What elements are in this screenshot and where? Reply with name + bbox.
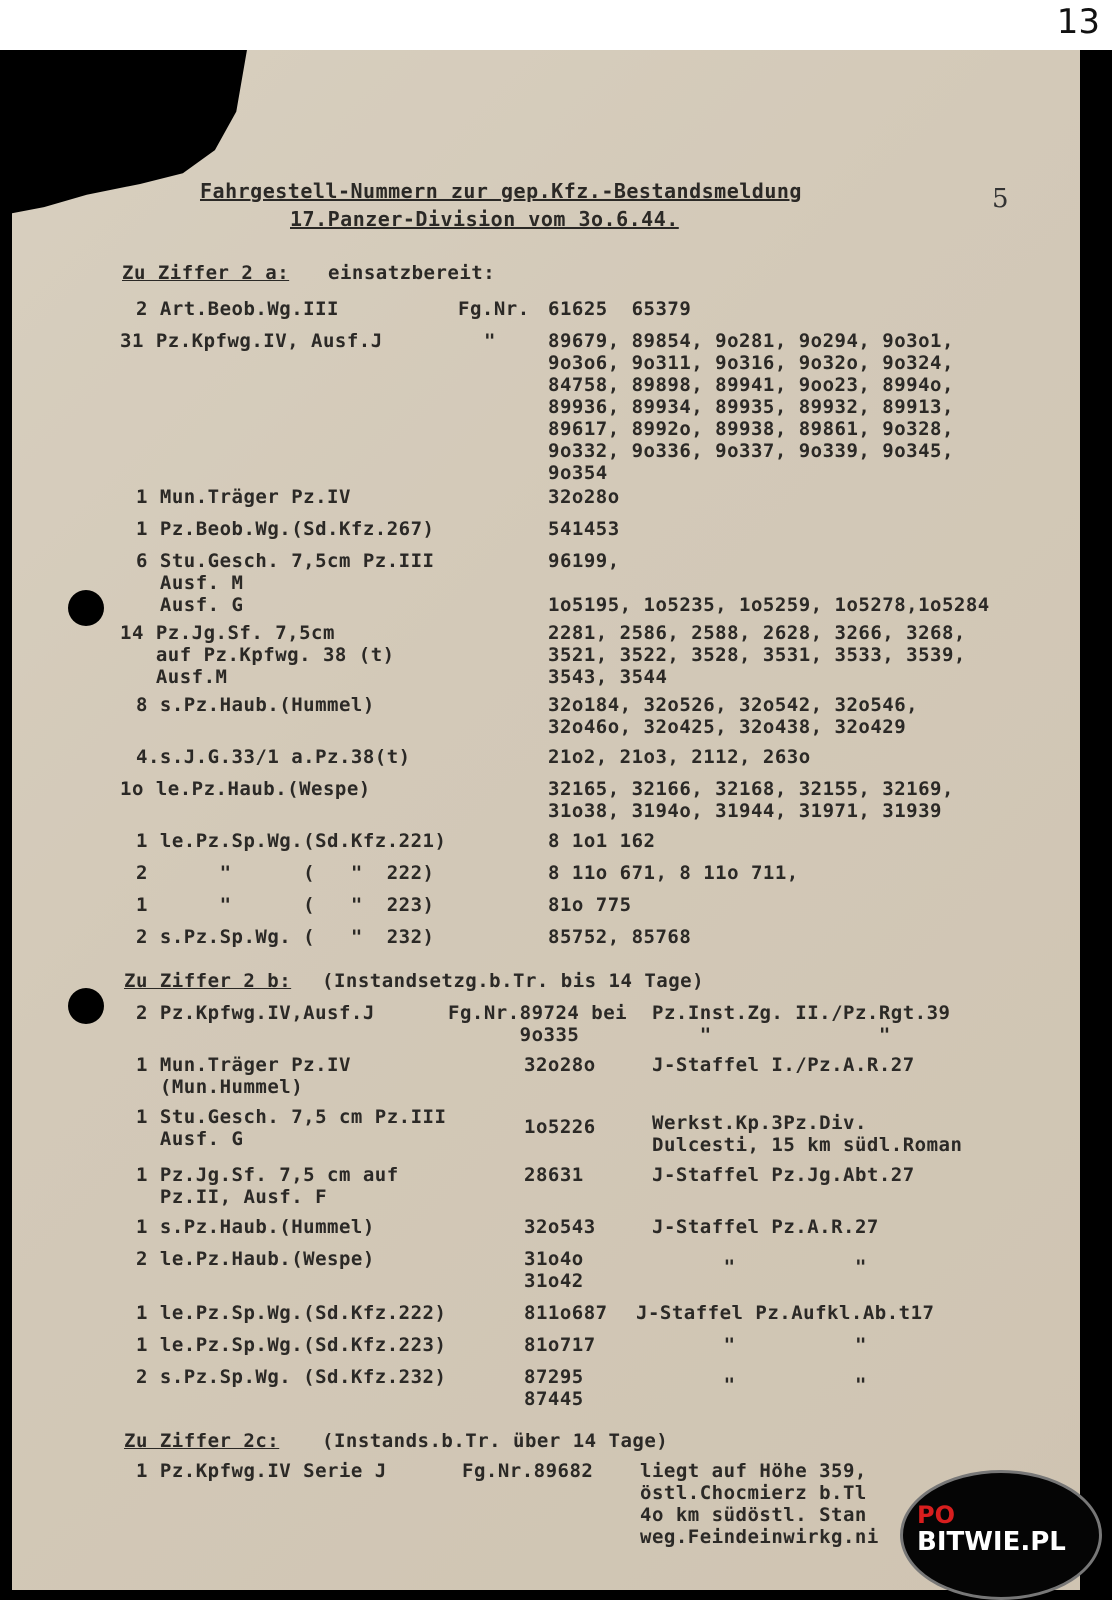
table-cell: 2281, 2586, 2588, 2628, 3266, 3268, 3521, 3522, 3528, 3531, 3533, 3539, 3543, 3544 [548,622,966,688]
table-row: 8 s.Pz.Haub.(Hummel) [136,694,375,716]
punch-hole [68,590,104,626]
table-cell: J-Staffel Pz.Jg.Abt.27 [652,1164,915,1186]
table-row: 2 Pz.Kpfwg.IV,Ausf.J [136,1002,375,1024]
table-cell: J-Staffel Pz.Aufkl.Ab.t17 [636,1302,935,1324]
table-cell: 21o2, 21o3, 2112, 263o [548,746,811,768]
table-cell: 811o687 [524,1302,608,1324]
table-cell: 1o5226 [524,1116,596,1138]
table-cell: 32o28o [524,1054,596,1076]
table-cell: 81o 775 [548,894,632,916]
table-cell: 541453 [548,518,620,540]
table-cell: J-Staffel I./Pz.A.R.27 [652,1054,915,1076]
page-number: 13 [1056,2,1100,42]
table-cell: Fg.Nr.89682 [462,1460,594,1482]
table-cell: " [484,330,496,352]
table-cell: 8 11o 671, 8 11o 711, [548,862,799,884]
table-row: 1 Pz.Jg.Sf. 7,5 cm auf Pz.II, Ausf. F [136,1164,399,1208]
table-row: 1 Pz.Kpfwg.IV Serie J [136,1460,387,1482]
section-a-heading: Zu Ziffer 2 a: [122,262,290,284]
watermark-logo [900,1470,1102,1600]
top-bar [0,0,1112,50]
table-cell: 85752, 85768 [548,926,692,948]
table-cell: Pz.Inst.Zg. II./Pz.Rgt.39 " " [652,1002,951,1046]
table-row: 1 Pz.Beob.Wg.(Sd.Kfz.267) [136,518,435,540]
table-cell: Fg.Nr. [458,298,530,320]
table-row: 4.s.J.G.33/1 a.Pz.38(t) [136,746,411,768]
table-cell: 61625 65379 [548,298,692,320]
punch-hole [68,988,104,1024]
table-row: 1 s.Pz.Haub.(Hummel) [136,1216,375,1238]
table-cell: 28631 [524,1164,584,1186]
table-cell: 87295 87445 [524,1366,584,1410]
table-row: 14 Pz.Jg.Sf. 7,5cm auf Pz.Kpfwg. 38 (t) Ausf.M [120,622,395,688]
title-line-2: 17.Panzer-Division vom 3o.6.44. [290,207,679,231]
table-cell: " " [652,1374,867,1396]
table-cell: 96199, 1o5195, 1o5235, 1o5259, 1o5278,1o5284 [548,550,990,616]
table-cell: Fg.Nr.89724 bei 9o335 [448,1002,628,1046]
table-cell: Werkst.Kp.3Pz.Div. Dulcesti, 15 km südl.Roman [652,1112,963,1156]
table-cell: " " [652,1334,867,1356]
title-line-1: Fahrgestell-Nummern zur gep.Kfz.-Bestandsmeldung [200,179,802,203]
table-row: 1 Stu.Gesch. 7,5 cm Pz.III Ausf. G [136,1106,447,1150]
table-cell: 81o717 [524,1334,596,1356]
table-cell: 32o184, 32o526, 32o542, 32o546, 32o46o, 32o425, 32o438, 32o429 [548,694,919,738]
table-row: 1 Mun.Träger Pz.IV (Mun.Hummel) [136,1054,351,1098]
table-row: 1 Mun.Träger Pz.IV [136,486,351,508]
table-row: 1o le.Pz.Haub.(Wespe) [120,778,371,800]
table-row: 2 s.Pz.Sp.Wg. (Sd.Kfz.232) [136,1366,447,1388]
table-cell: 89679, 89854, 9o281, 9o294, 9o3o1, 9o3o6, 9o311, 9o316, 9o32o, 9o324, 84758, 89898, 89941, 9oo23, 8994o, 89936, 89934, 89935, 89932, 89913, 89617, 8992o, 89938, 89861, 9o328, 9o332, 9o336, 9o337, 9o339, 9o345, 9o354 [548,330,954,484]
table-row: 2 " ( " 222) [136,862,435,884]
table-cell: 8 1o1 162 [548,830,656,852]
table-row: 31 Pz.Kpfwg.IV, Ausf.J [120,330,383,352]
table-cell: 32o543 [524,1216,596,1238]
table-cell: " " [652,1256,867,1278]
logo-text-po: PO [917,1501,955,1529]
table-row: 6 Stu.Gesch. 7,5cm Pz.III Ausf. M Ausf. G [136,550,435,616]
table-cell: 31o4o 31o42 [524,1248,584,1292]
table-row: 1 le.Pz.Sp.Wg.(Sd.Kfz.221) [136,830,447,852]
table-row: 2 s.Pz.Sp.Wg. ( " 232) [136,926,435,948]
table-cell: 32165, 32166, 32168, 32155, 32169, 31o38, 3194o, 31944, 31971, 31939 [548,778,954,822]
table-row: 2 le.Pz.Haub.(Wespe) [136,1248,375,1270]
table-row: 1 le.Pz.Sp.Wg.(Sd.Kfz.223) [136,1334,447,1356]
table-cell: J-Staffel Pz.A.R.27 [652,1216,879,1238]
section-c-heading: Zu Ziffer 2c: [124,1430,280,1452]
table-cell: 32o28o [548,486,620,508]
section-a-subtitle: einsatzbereit: [328,262,496,284]
section-b-subtitle: (Instandsetzg.b.Tr. bis 14 Tage) [322,970,705,992]
handwritten-page-number: 5 [992,184,1009,214]
table-row: 1 " ( " 223) [136,894,435,916]
table-row: 1 le.Pz.Sp.Wg.(Sd.Kfz.222) [136,1302,447,1324]
table-row: 2 Art.Beob.Wg.III [136,298,339,320]
section-b-heading: Zu Ziffer 2 b: [124,970,292,992]
logo-text-bitwie: BITWIE.PL [917,1527,1066,1557]
section-c-subtitle: (Instands.b.Tr. über 14 Tage) [322,1430,669,1452]
table-cell: liegt auf Höhe 359, östl.Chocmierz b.Tl 4o km südöstl. Stan weg.Feindeinwirkg.ni [640,1460,879,1548]
